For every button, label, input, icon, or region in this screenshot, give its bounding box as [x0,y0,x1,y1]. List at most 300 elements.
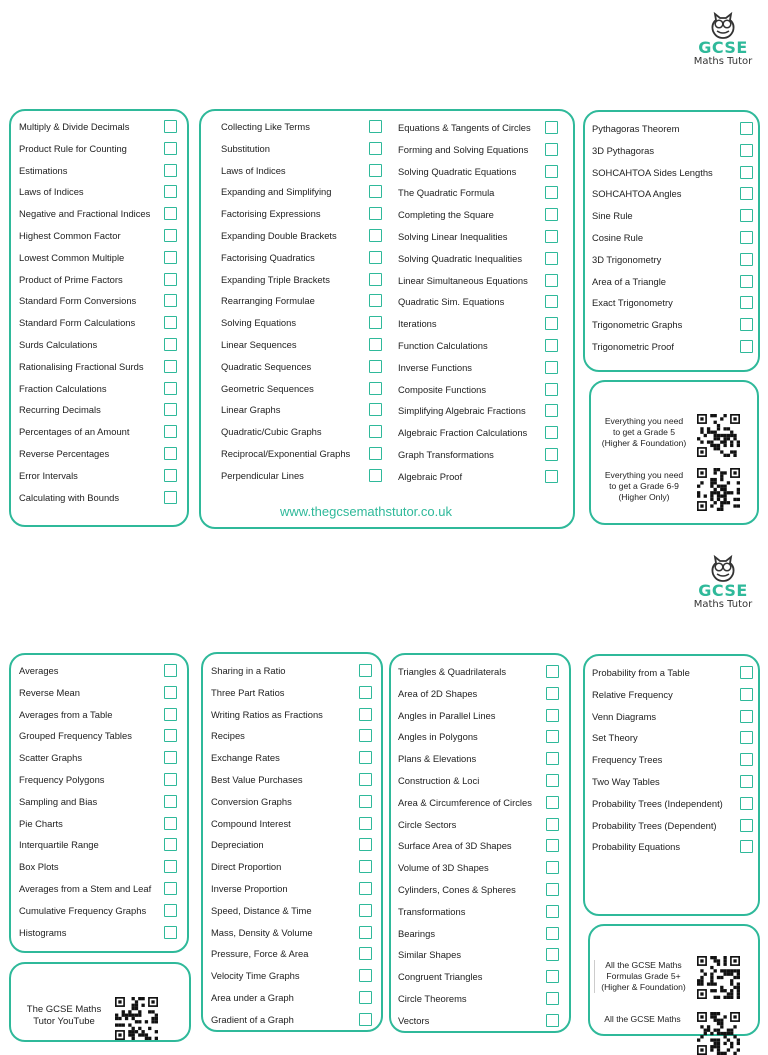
checkbox[interactable] [164,882,177,895]
checkbox[interactable] [546,665,559,678]
checkbox[interactable] [164,316,177,329]
checkbox[interactable] [164,795,177,808]
checkbox[interactable] [164,120,177,133]
topic-label: Histograms [19,926,67,938]
topic-label: Sharing in a Ratio [211,665,286,676]
topic-label: Laws of Indices [19,186,84,198]
checkbox[interactable] [740,275,753,288]
checkbox[interactable] [164,469,177,482]
checklist-item [221,119,382,135]
brand-name: GCSE [698,581,748,600]
checklist-item [592,208,753,224]
checkbox[interactable] [359,860,372,873]
checkbox[interactable] [369,207,382,220]
checklist-item [398,795,559,811]
topic-label: Estimations [19,164,68,176]
checkbox[interactable] [369,382,382,395]
checklist-item [19,772,177,788]
checkbox[interactable] [359,991,372,1004]
checklist-item [398,469,558,485]
checkbox[interactable] [164,403,177,416]
checkbox[interactable] [546,796,559,809]
checklist-item [211,816,372,832]
checklist-item [19,272,177,288]
checkbox[interactable] [546,730,559,743]
checkbox[interactable] [369,164,382,177]
topic-label: Averages [19,665,59,676]
checklist-item [19,685,177,701]
checkbox[interactable] [740,731,753,744]
checklist-item [221,337,382,353]
checkbox[interactable] [164,425,177,438]
topic-label: Collecting Like Terms [221,121,310,132]
topic-label: Perpendicular Lines [221,469,304,481]
checklist-item [19,206,177,222]
topic-label: Rationalising Fractional Surds [19,360,144,372]
checkbox[interactable] [546,927,559,940]
checklist-item [211,728,372,744]
checklist-item [592,317,753,333]
checkbox[interactable] [164,294,177,307]
checklist-item [221,228,382,244]
checkbox[interactable] [740,710,753,723]
checkbox[interactable] [545,186,558,199]
checklist-item [398,838,559,854]
checkbox[interactable] [369,142,382,155]
checkbox[interactable] [359,838,372,851]
topic-label: Angles in Parallel Lines [398,709,496,721]
checklist-item [19,228,177,244]
topic-label: Frequency Polygons [19,774,105,785]
checkbox[interactable] [545,121,558,134]
topic-label: Circle Sectors [398,818,457,830]
topic-label: Writing Ratios as Fractions [211,708,323,720]
checkbox[interactable] [164,273,177,286]
checkbox[interactable] [164,751,177,764]
checkbox[interactable] [369,360,382,373]
checklist-item [592,839,753,855]
checklist-item [398,338,558,354]
topic-label: Mass, Density & Volume [211,926,313,938]
checklist-item [592,230,753,246]
topic-label: Factorising Expressions [221,208,321,220]
youtube-line1: The GCSE Maths [26,1004,102,1015]
topic-label: Construction & Loci [398,775,480,786]
qr-code-icon[interactable] [697,1012,740,1055]
checkbox[interactable] [164,207,177,220]
checklist-item [398,185,558,201]
checklist-item [211,903,372,919]
checklist-item [211,707,372,723]
topic-label: Compound Interest [211,817,291,829]
checkbox[interactable] [546,883,559,896]
checkbox[interactable] [359,947,372,960]
checkbox[interactable] [545,230,558,243]
topic-label: Speed, Distance & Time [211,904,312,916]
checkbox[interactable] [545,165,558,178]
topic-label: Reverse Percentages [19,448,110,459]
topic-label: Probability Trees (Dependent) [592,819,717,831]
checkbox[interactable] [369,447,382,460]
topic-label: Graph Transformations [398,449,494,460]
checkbox[interactable] [369,273,382,286]
checklist-item [19,728,177,744]
checkbox[interactable] [740,187,753,200]
checklist-item [19,424,177,440]
checkbox[interactable] [164,729,177,742]
topic-label: Exact Trigonometry [592,297,673,309]
checklist-item [19,663,177,679]
topic-label: Recurring Decimals [19,404,101,416]
logo-top [683,10,763,68]
youtube-line2: Tutor YouTube [33,1016,95,1027]
checkbox[interactable] [164,838,177,851]
checkbox[interactable] [740,688,753,701]
checkbox[interactable] [369,229,382,242]
topic-label: Trigonometric Proof [592,341,674,352]
checkbox[interactable] [545,448,558,461]
checklist-item [398,729,559,745]
checkbox[interactable] [359,708,372,721]
checkbox[interactable] [359,969,372,982]
topic-label: Product Rule for Counting [19,142,127,154]
s1-qr-2-line2: to get a Grade 6-9 [609,481,679,491]
topic-label: Circle Theorems [398,993,467,1004]
topic-label: Box Plots [19,861,59,873]
checkbox[interactable] [546,774,559,787]
topic-label: Exchange Rates [211,752,280,764]
checkbox[interactable] [369,185,382,198]
checklist-item [19,859,177,875]
checklist-item [19,315,177,331]
topic-label: Standard Form Conversions [19,295,137,307]
checkbox[interactable] [545,361,558,374]
qr-code-icon[interactable] [697,956,740,999]
checkbox[interactable] [740,775,753,788]
qr-code-icon[interactable] [697,414,740,457]
checklist-item [398,447,558,463]
topic-label: Angles in Polygons [398,731,478,743]
owl-logo-icon [708,10,738,40]
checklist-item [19,163,177,179]
checkbox[interactable] [545,317,558,330]
checkbox[interactable] [546,970,559,983]
checklist-item [19,837,177,853]
checklist-item [211,663,372,679]
checklist-item [19,293,177,309]
topic-label: Linear Sequences [221,339,297,350]
checklist-item [19,402,177,418]
checkbox[interactable] [545,143,558,156]
checkbox[interactable] [546,818,559,831]
checkbox[interactable] [164,338,177,351]
checkbox[interactable] [369,251,382,264]
topic-label: Three Part Ratios [211,686,285,698]
checkbox[interactable] [164,491,177,504]
checkbox[interactable] [164,360,177,373]
checkbox[interactable] [546,861,559,874]
checkbox[interactable] [546,992,559,1005]
topic-label: Inverse Functions [398,361,472,373]
checkbox[interactable] [369,316,382,329]
checkbox[interactable] [164,664,177,677]
topic-label: Negative and Fractional Indices [19,208,151,220]
checkbox[interactable] [164,142,177,155]
topic-label: Inverse Proportion [211,883,288,894]
topic-label: Expanding and Simplifying [221,186,332,198]
checklist-item [221,402,382,418]
topic-label: Quadratic/Cubic Graphs [221,426,322,438]
checklist-item [398,1013,559,1029]
topic-label: Solving Quadratic Equations [398,165,517,177]
checkbox[interactable] [359,795,372,808]
checklist-item [19,119,177,135]
checkbox[interactable] [740,840,753,853]
checkbox[interactable] [164,817,177,830]
topic-label: Product of Prime Factors [19,273,123,285]
checklist-item [221,141,382,157]
topic-label: Laws of Indices [221,164,286,176]
checkbox[interactable] [369,425,382,438]
checkbox[interactable] [164,447,177,460]
checkbox[interactable] [740,144,753,157]
checkbox[interactable] [546,839,559,852]
s1-qr-2-line3: (Higher Only) [618,492,670,502]
checklist-item [592,752,753,768]
checkbox[interactable] [164,229,177,242]
checklist-item [398,882,559,898]
checkbox[interactable] [359,882,372,895]
topic-label: Conversion Graphs [211,795,292,807]
topic-label: Probability Equations [592,841,681,853]
checkbox[interactable] [546,709,559,722]
qr-code-icon[interactable] [697,468,740,511]
checkbox[interactable] [359,904,372,917]
checklist-item [592,709,753,725]
checkbox[interactable] [164,382,177,395]
checkbox[interactable] [545,274,558,287]
checklist-item [221,293,382,309]
topic-label: Pythagoras Theorem [592,123,680,134]
checkbox[interactable] [740,122,753,135]
topic-label: Solving Linear Inequalities [398,231,508,242]
checklist-item [221,272,382,288]
checkbox[interactable] [359,926,372,939]
checklist-item [211,750,372,766]
s1-qr-2-line1: Everything you need [604,470,684,480]
topic-label: Surface Area of 3D Shapes [398,840,512,852]
topic-label: Fraction Calculations [19,382,107,394]
topic-label: Trigonometric Graphs [592,319,683,331]
checklist-item [19,141,177,157]
checkbox[interactable] [546,1014,559,1027]
checklist-item [19,881,177,897]
topic-label: Solving Quadratic Inequalities [398,252,523,264]
checklist-item [398,382,558,398]
s2-qr-text-1 [594,960,692,993]
checklist-item [211,1012,372,1028]
checkbox[interactable] [359,751,372,764]
checklist-item [592,339,753,355]
checkbox[interactable] [740,296,753,309]
checkbox[interactable] [546,687,559,700]
checklist-item [211,772,372,788]
checkbox[interactable] [546,905,559,918]
topic-label: Area & Circumference of Circles [398,796,532,808]
checklist-item [592,818,753,834]
checkbox[interactable] [164,251,177,264]
topic-label: Reciprocal/Exponential Graphs [221,448,351,459]
checklist-item [19,184,177,200]
topic-label: Scatter Graphs [19,752,83,764]
checkbox[interactable] [546,752,559,765]
topic-label: Geometric Sequences [221,382,314,394]
topic-label: Substitution [221,142,270,154]
qr-code-icon[interactable] [115,997,158,1040]
topic-label: Cosine Rule [592,232,644,243]
checkbox[interactable] [545,252,558,265]
checkbox[interactable] [546,948,559,961]
topic-label: Area of 2D Shapes [398,687,478,699]
checklist-item [211,925,372,941]
checkbox[interactable] [164,708,177,721]
checklist-item [211,837,372,853]
topic-label: Algebraic Fraction Calculations [398,427,528,439]
topic-label: 3D Trigonometry [592,253,662,265]
checklist-item [398,773,559,789]
brand-name: GCSE [698,38,748,57]
checkbox[interactable] [545,295,558,308]
checkbox[interactable] [164,860,177,873]
checkbox[interactable] [164,164,177,177]
topic-label: Pie Charts [19,817,63,829]
checkbox[interactable] [740,166,753,179]
checkbox[interactable] [740,209,753,222]
checkbox[interactable] [545,383,558,396]
checklist-item [19,903,177,919]
checkbox[interactable] [740,318,753,331]
checklist-item [398,686,559,702]
checklist-item [398,316,558,332]
checkbox[interactable] [359,686,372,699]
checklist-item [592,295,753,311]
topic-label: Sine Rule [592,210,633,222]
topic-label: The Quadratic Formula [398,187,495,199]
checklist-item [398,273,558,289]
checklist-item [19,446,177,462]
topic-label: Pressure, Force & Area [211,948,309,960]
checkbox[interactable] [369,294,382,307]
checkbox[interactable] [164,773,177,786]
topic-label: Highest Common Factor [19,230,121,241]
s1-qr-1-line2: to get a Grade 5 [612,427,676,437]
topic-label: Lowest Common Multiple [19,251,125,263]
checkbox[interactable] [359,664,372,677]
s1-qr-text-1 [594,416,694,449]
checklist-item [19,794,177,810]
checkbox[interactable] [359,817,372,830]
checklist-item [211,794,372,810]
checklist-item [398,360,558,376]
checkbox[interactable] [545,426,558,439]
topic-label: Relative Frequency [592,688,673,700]
website-url[interactable]: www.thegcsemathstutor.co.uk [280,504,452,519]
checkbox[interactable] [369,469,382,482]
checkbox[interactable] [359,773,372,786]
checkbox[interactable] [740,253,753,266]
checkbox[interactable] [740,819,753,832]
checkbox[interactable] [740,753,753,766]
checkbox[interactable] [740,666,753,679]
checkbox[interactable] [369,120,382,133]
topic-label: Equations & Tangents of Circles [398,122,531,133]
checklist-item [19,490,177,506]
topic-label: Multiply & Divide Decimals [19,121,130,132]
checkbox[interactable] [740,231,753,244]
topic-label: Surds Calculations [19,339,98,350]
s1-qr-1-line1: Everything you need [604,416,684,426]
topic-label: Transformations [398,905,466,917]
checklist-item [398,991,559,1007]
checkbox[interactable] [164,904,177,917]
checklist-item [221,250,382,266]
checkbox[interactable] [164,926,177,939]
topic-label: 3D Pythagoras [592,144,655,156]
checklist-item [592,165,753,181]
checkbox[interactable] [359,729,372,742]
checklist-item [19,337,177,353]
checklist-item [211,968,372,984]
topic-label: Linear Graphs [221,404,281,416]
checklist-item [592,774,753,790]
topic-label: Quadratic Sim. Equations [398,296,505,308]
checkbox[interactable] [545,339,558,352]
checkbox[interactable] [545,470,558,483]
topic-label: Averages from a Table [19,708,113,720]
checkbox[interactable] [164,686,177,699]
s2-youtube-box [9,962,191,1042]
brand-subtitle: Maths Tutor [693,56,753,67]
topic-label: Expanding Triple Brackets [221,273,330,285]
checkbox[interactable] [545,404,558,417]
checklist-item [592,665,753,681]
checklist-item [211,859,372,875]
checklist-item [398,817,559,833]
topic-label: Forming and Solving Equations [398,143,529,155]
checklist-item [592,143,753,159]
checklist-item [221,381,382,397]
topic-label: Cylinders, Cones & Spheres [398,884,516,895]
checklist-item [398,294,558,310]
checklist-item [398,708,559,724]
s2-qr-text-2 [594,1014,691,1025]
checkbox[interactable] [740,797,753,810]
topic-label: Plans & Elevations [398,753,477,765]
topic-label: Simplifying Algebraic Fractions [398,405,526,417]
checkbox[interactable] [545,208,558,221]
s2-qr-1-line1: All the GCSE Maths [605,960,682,970]
topic-label: Averages from a Stem and Leaf [19,883,152,894]
checklist-item [398,751,559,767]
checkbox[interactable] [369,403,382,416]
checklist-item [398,904,559,920]
topic-label: Best Value Purchases [211,774,303,785]
checkbox[interactable] [164,185,177,198]
s2-qr-1-line2: Formulas Grade 5+ [606,971,681,981]
checkbox[interactable] [369,338,382,351]
checkbox[interactable] [740,340,753,353]
checklist-item [221,468,382,484]
